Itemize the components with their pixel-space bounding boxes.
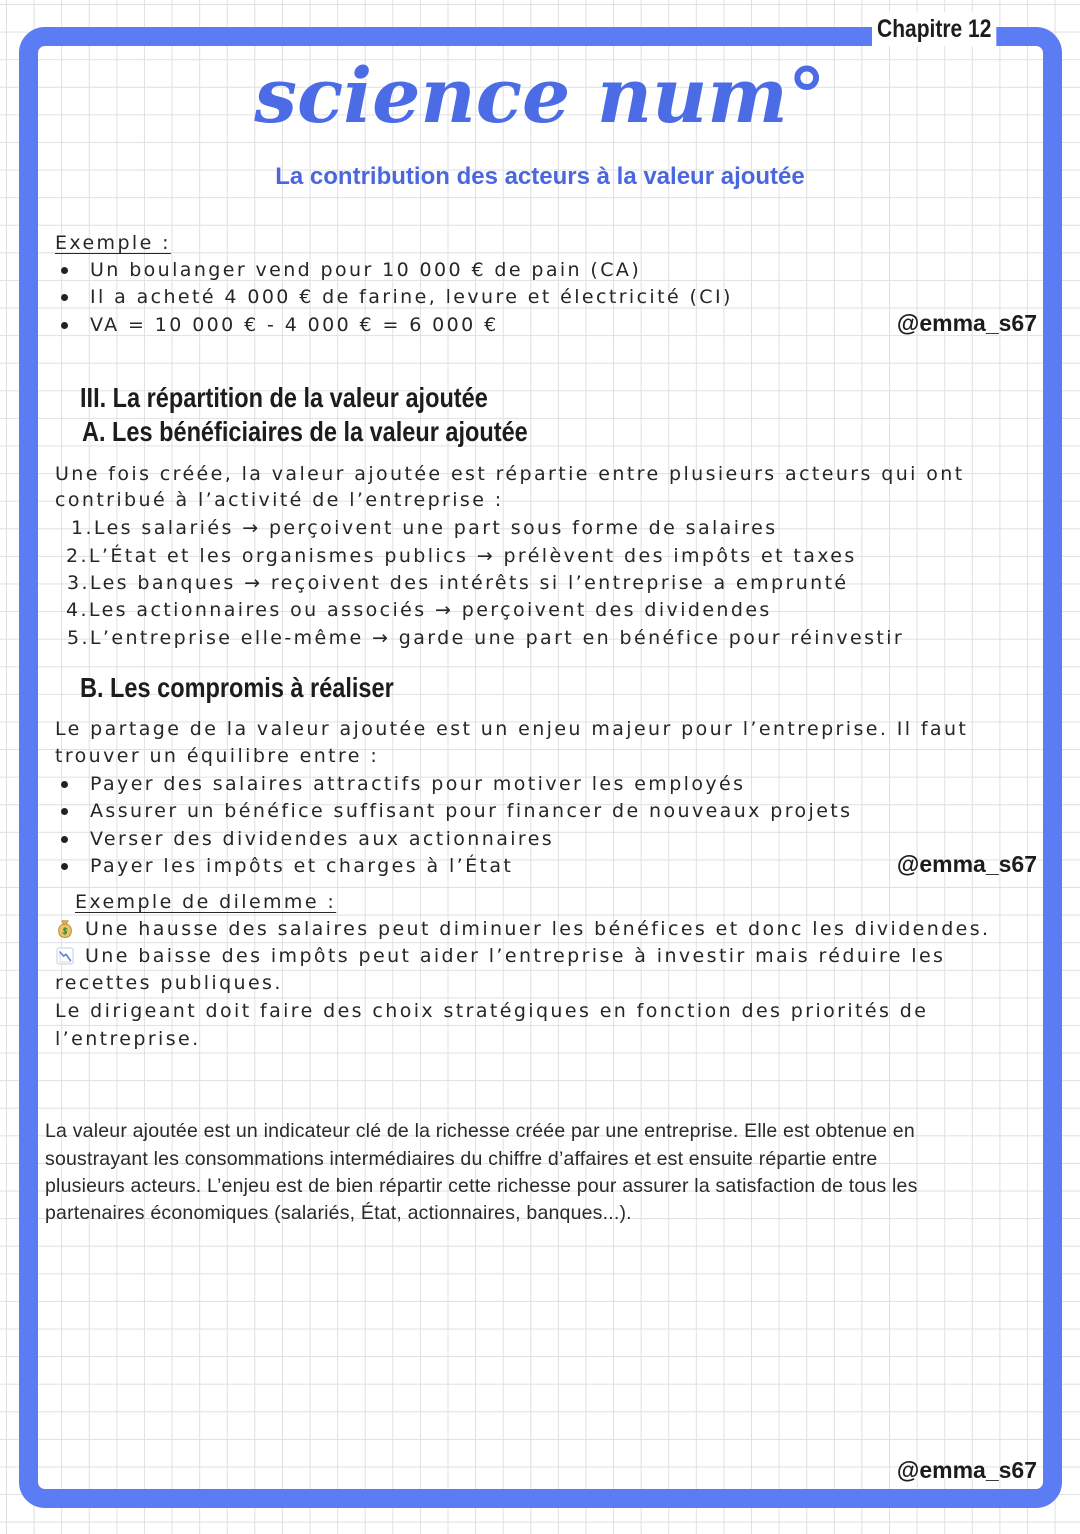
tradeoff-item: Payer les impôts et charges à l’État xyxy=(90,855,514,877)
bullet-dot xyxy=(61,267,68,274)
beneficiary-item: 3.Les banques → reçoivent des intérêts si l’entreprise a emprunté xyxy=(67,572,849,594)
section-heading-iii: III. La répartition de la valeur ajoutée xyxy=(80,382,488,413)
conclusion-line: Le dirigeant doit faire des choix stratégiques en fonction des priorités de xyxy=(55,1000,929,1022)
dilemma-line: Une hausse des salaires peut diminuer les bénéfices et donc les dividendes. xyxy=(85,918,991,940)
intro-line: Une fois créée, la valeur ajoutée est répartie entre plusieurs acteurs qui ont xyxy=(55,463,965,485)
tradeoff-item: Assurer un bénéfice suffisant pour financer de nouveaux projets xyxy=(90,800,853,822)
author-handle: @emma_s67 xyxy=(896,1457,1037,1483)
section-heading-b: B. Les compromis à réaliser xyxy=(80,672,394,703)
money-bag-icon xyxy=(55,919,75,939)
dilemma-line: Une baisse des impôts peut aider l’entreprise à investir mais réduire les xyxy=(85,945,946,967)
beneficiary-item: 4.Les actionnaires ou associés → perçoivent des dividendes xyxy=(66,599,772,621)
beneficiary-item: 2.L’État et les organismes publics → prélèvent des impôts et taxes xyxy=(66,545,857,567)
example-label: Exemple : xyxy=(55,232,171,254)
tradeoff-item: Verser des dividendes aux actionnaires xyxy=(90,828,555,850)
dilemma-line: recettes publiques. xyxy=(55,972,283,994)
dilemma-label: Exemple de dilemme : xyxy=(75,891,337,913)
summary-line: La valeur ajoutée est un indicateur clé de la richesse créée par une entreprise. Elle est obtenue en xyxy=(45,1120,915,1142)
page-title: science num° xyxy=(254,51,826,140)
summary-line: partenaires économiques (salariés, État, actionnaires, banques...). xyxy=(45,1202,632,1224)
author-handle: @emma_s67 xyxy=(896,851,1037,877)
summary-line: plusieurs acteurs. L’enjeu est de bien répartir cette richesse pour assurer la satisfaction de tous les xyxy=(45,1175,918,1197)
summary-line: soustrayant les consommations intermédiaires du chiffre d’affaires et est ensuite répartie entre xyxy=(45,1148,878,1170)
example-item: Un boulanger vend pour 10 000 € de pain (CA) xyxy=(90,259,642,281)
beneficiary-item: 1.Les salariés → perçoivent une part sous forme de salaires xyxy=(71,517,778,539)
author-handle: @emma_s67 xyxy=(896,310,1037,336)
section-heading-a: A. Les bénéficiaires de la valeur ajoutée xyxy=(82,416,528,447)
bullet-dot xyxy=(61,836,68,843)
example-item: VA = 10 000 € - 4 000 € = 6 000 € xyxy=(90,314,499,336)
bullet-dot xyxy=(61,294,68,301)
bullet-dot xyxy=(61,781,68,788)
page-subtitle: La contribution des acteurs à la valeur ajoutée xyxy=(275,163,805,190)
tradeoff-item: Payer des salaires attractifs pour motiver les employés xyxy=(90,773,746,795)
intro-line: contribué à l’activité de l’entreprise : xyxy=(55,489,504,511)
bullet-dot xyxy=(61,808,68,815)
example-item: Il a acheté 4 000 € de farine, levure et électricité (CI) xyxy=(90,286,733,308)
bullet-dot xyxy=(61,322,68,329)
bullet-dot xyxy=(61,863,68,870)
chart-decreasing-icon xyxy=(55,946,75,966)
beneficiary-item: 5.L’entreprise elle-même → garde une part en bénéfice pour réinvestir xyxy=(67,627,905,649)
intro-line: trouver un équilibre entre : xyxy=(55,745,380,767)
conclusion-line: l’entreprise. xyxy=(55,1028,201,1050)
intro-line: Le partage de la valeur ajoutée est un enjeu majeur pour l’entreprise. Il faut xyxy=(55,718,969,740)
chapter-label: Chapitre 12 xyxy=(872,12,996,46)
